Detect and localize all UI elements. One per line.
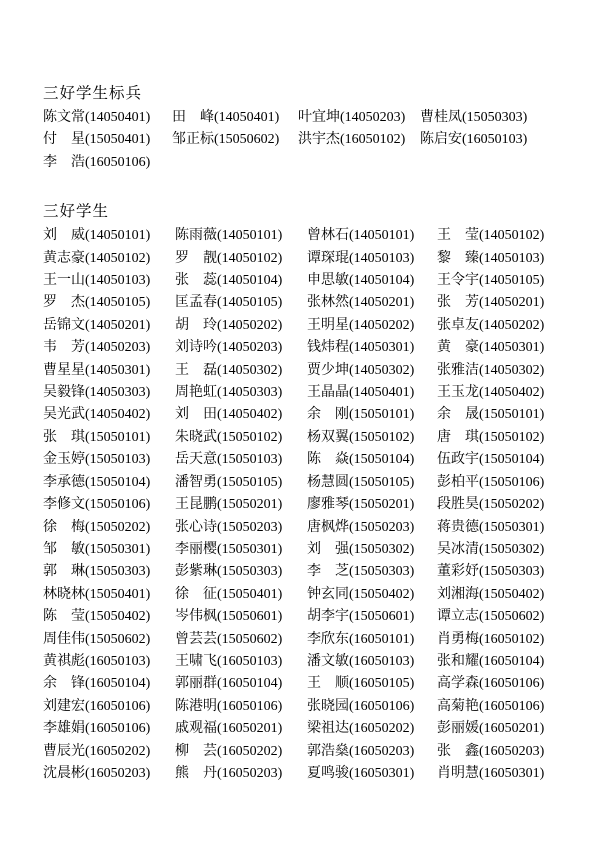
student-entry: 曾芸芸(15050602)	[175, 631, 283, 647]
student-row	[43, 360, 560, 382]
student-entry: 黄志豪(14050102)	[43, 250, 151, 266]
student-row	[43, 606, 560, 628]
student-entry: 彭丽媛(16050201)	[437, 721, 545, 737]
student-entry: 钱炜程(14050301)	[307, 340, 415, 356]
student-row	[43, 561, 560, 583]
student-entry: 黄祺彪(16050103)	[43, 653, 151, 669]
student-entry: 谭琛琨(14050103)	[307, 250, 415, 266]
student-row	[43, 517, 560, 539]
student-entry: 曹辰光(16050202)	[43, 743, 151, 759]
student-row	[43, 129, 560, 151]
student-row	[43, 673, 560, 695]
student-row	[43, 494, 560, 516]
student-entry: 田 峰(14050401)	[172, 110, 280, 125]
student-row	[43, 292, 560, 314]
student-entry: 李修文(15050106)	[43, 497, 151, 513]
student-entry: 潘文敏(16050103)	[307, 653, 415, 669]
student-entry: 潘智勇(15050105)	[175, 474, 283, 490]
student-entry: 李 浩(16050106)	[43, 154, 151, 170]
student-entry: 王啸飞(16050103)	[175, 653, 283, 669]
student-entry: 李雄娟(16050106)	[43, 721, 151, 737]
student-entry: 王玉龙(14050402)	[437, 385, 545, 401]
student-entry: 廖雅琴(15050201)	[307, 497, 415, 513]
student-entry: 邹 敏(15050301)	[43, 541, 151, 557]
student-entry: 张 鑫(16050203)	[437, 743, 545, 759]
student-row	[43, 225, 560, 247]
student-entry: 郭浩燊(16050203)	[307, 743, 415, 759]
student-entry: 肖勇梅(16050102)	[437, 631, 545, 647]
student-entry: 刘诗吟(14050203)	[175, 340, 283, 356]
student-row	[43, 382, 560, 404]
student-entry: 徐 梅(15050202)	[43, 519, 151, 535]
student-row	[43, 584, 560, 606]
student-entry: 王昆鹏(15050201)	[175, 497, 283, 513]
student-entry: 陈雨薇(14050101)	[175, 228, 283, 244]
student-entry: 张卓友(14050202)	[437, 317, 545, 333]
student-entry: 黎 臻(14050103)	[437, 250, 545, 266]
student-entry: 唐 琪(15050102)	[437, 429, 545, 445]
student-entry: 熊 丹(16050203)	[175, 765, 283, 781]
student-entry: 王 磊(14050302)	[175, 362, 283, 378]
student-entry: 王 顺(16050105)	[307, 676, 415, 692]
student-entry: 沈晨彬(16050203)	[43, 765, 151, 781]
student-entry: 胡李宇(15050601)	[307, 609, 415, 625]
student-entry: 董彩妤(15050303)	[437, 564, 545, 580]
student-entry: 蒋贵德(15050301)	[437, 519, 545, 535]
student-entry: 柳 芸(16050202)	[175, 743, 283, 759]
student-row	[43, 472, 560, 494]
student-entry: 梁祖达(16050202)	[307, 721, 415, 737]
student-entry: 郭丽群(16050104)	[175, 676, 283, 692]
student-entry: 陈文常(14050401)	[43, 110, 151, 125]
section-model-students	[43, 84, 560, 174]
student-entry: 岑伟枫(15050601)	[175, 609, 283, 625]
student-row	[43, 152, 560, 174]
student-entry: 贾少坤(14050302)	[307, 362, 415, 378]
student-entry: 洪宇杰(16050102)	[298, 132, 406, 148]
student-entry: 唐枫烨(15050203)	[307, 519, 415, 535]
student-entry: 王令宇(14050105)	[437, 273, 545, 289]
student-entry: 段胜昊(15050202)	[437, 497, 545, 513]
student-entry: 杨双翼(15050102)	[307, 429, 415, 445]
student-entry: 陈 莹(15050402)	[43, 609, 151, 625]
student-entry: 陈 焱(15050104)	[307, 452, 415, 468]
student-entry: 郭 琳(15050303)	[43, 564, 151, 580]
student-entry: 伍政宇(15050104)	[437, 452, 545, 468]
student-entry: 余 锋(16050104)	[43, 676, 151, 692]
student-entry: 张心诗(15050203)	[175, 519, 283, 535]
student-entry: 曹星星(14050301)	[43, 362, 151, 378]
student-entry: 朱晓武(15050102)	[175, 429, 283, 445]
student-row	[43, 741, 560, 763]
student-entry: 李承德(15050104)	[43, 474, 151, 490]
student-entry: 刘 威(14050101)	[43, 228, 151, 244]
student-row	[43, 337, 560, 359]
student-entry: 吴冰清(15050302)	[437, 541, 545, 557]
student-entry: 周佳伟(15050602)	[43, 631, 151, 647]
student-entry: 余 晟(15050101)	[437, 407, 545, 423]
student-entry: 韦 芳(14050203)	[43, 340, 151, 356]
student-entry: 申思敏(14050104)	[307, 273, 415, 289]
student-entry: 曹桂凤(15050303)	[420, 110, 528, 125]
student-entry: 刘建宏(16050106)	[43, 698, 151, 714]
student-entry: 刘 田(14050402)	[175, 407, 283, 423]
student-list	[43, 225, 560, 785]
student-entry: 钟玄同(15050402)	[307, 586, 415, 602]
student-entry: 金玉婷(15050103)	[43, 452, 151, 468]
student-entry: 李欣东(16050101)	[307, 631, 415, 647]
section-title: 三好学生标兵	[43, 85, 143, 102]
student-row	[43, 248, 560, 270]
student-entry: 吴毅锋(14050303)	[43, 385, 151, 401]
student-row	[43, 629, 560, 651]
student-entry: 肖明慧(16050301)	[437, 765, 545, 781]
student-entry: 叶宜坤(14050203)	[298, 110, 406, 125]
student-entry: 张 蕊(14050104)	[175, 273, 283, 289]
student-row	[43, 696, 560, 718]
student-entry: 曾林石(14050101)	[307, 228, 415, 244]
student-row	[43, 404, 560, 426]
student-entry: 李丽樱(15050301)	[175, 541, 283, 557]
student-entry: 谭立志(15050602)	[437, 609, 545, 625]
student-entry: 张 琪(15050101)	[43, 429, 151, 445]
student-entry: 张和耀(16050104)	[437, 653, 545, 669]
student-entry: 王一山(14050103)	[43, 273, 151, 289]
student-entry: 岳锦文(14050201)	[43, 317, 151, 333]
student-entry: 王明星(14050202)	[307, 317, 415, 333]
student-entry: 周艳虹(14050303)	[175, 385, 283, 401]
student-row	[43, 539, 560, 561]
student-list	[43, 107, 560, 174]
student-entry: 张晓园(16050106)	[307, 698, 415, 714]
student-entry: 夏鸣骏(16050301)	[307, 765, 415, 781]
student-entry: 陈启安(16050103)	[420, 132, 528, 148]
student-entry: 王 莹(14050102)	[437, 228, 545, 244]
student-row	[43, 763, 560, 785]
student-row	[43, 718, 560, 740]
student-entry: 张雅洁(14050302)	[437, 362, 545, 378]
student-entry: 邹正标(15050602)	[172, 132, 280, 148]
section-good-students	[43, 202, 560, 785]
student-row	[43, 651, 560, 673]
student-row	[43, 427, 560, 449]
student-entry: 岳天意(15050103)	[175, 452, 283, 468]
student-entry: 徐 征(15050401)	[175, 586, 283, 602]
student-entry: 杨慧圆(15050105)	[307, 474, 415, 490]
student-entry: 付 星(15050401)	[43, 132, 151, 148]
student-entry: 王晶晶(14050401)	[307, 385, 415, 401]
student-row	[43, 270, 560, 292]
student-entry: 李 芝(15050303)	[307, 564, 415, 580]
student-entry: 罗 靓(14050102)	[175, 250, 283, 266]
student-entry: 林晓林(15050401)	[43, 586, 151, 602]
student-entry: 黄 豪(14050301)	[437, 340, 545, 356]
student-entry: 彭紫琳(15050303)	[175, 564, 283, 580]
student-entry: 彭柏平(15050106)	[437, 474, 545, 490]
student-row	[43, 315, 560, 337]
student-entry: 匡孟春(14050105)	[175, 295, 283, 311]
student-entry: 吴光武(14050402)	[43, 407, 151, 423]
student-entry: 高学森(16050106)	[437, 676, 545, 692]
student-entry: 张林然(14050201)	[307, 295, 415, 311]
student-entry: 罗 杰(14050105)	[43, 295, 151, 311]
student-entry: 戚观福(16050201)	[175, 721, 283, 737]
student-entry: 张 芳(14050201)	[437, 295, 545, 311]
student-entry: 刘 强(15050302)	[307, 541, 415, 557]
section-title: 三好学生	[43, 203, 110, 221]
student-entry: 刘湘海(15050402)	[437, 586, 545, 602]
student-entry: 余 刚(15050101)	[307, 407, 415, 423]
student-entry: 陈港明(16050106)	[175, 698, 283, 714]
student-row	[43, 107, 560, 129]
student-entry: 胡 玲(14050202)	[175, 317, 283, 333]
student-entry: 高菊艳(16050106)	[437, 698, 545, 714]
student-row	[43, 449, 560, 471]
